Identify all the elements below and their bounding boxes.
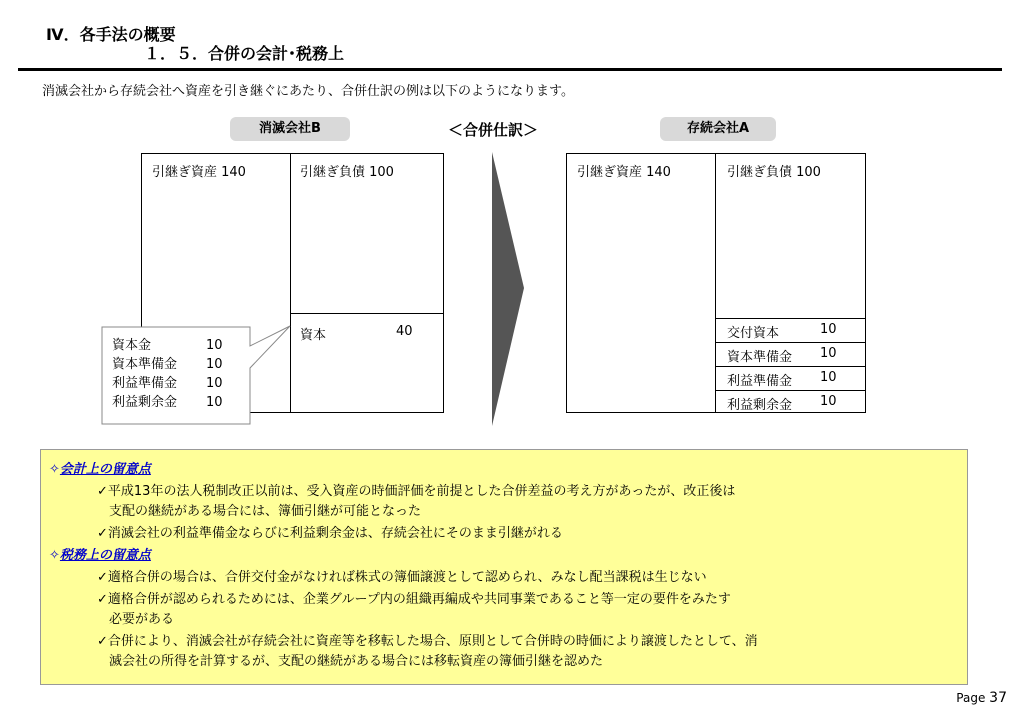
accounting-heading-row [49,458,151,477]
left-capital-divider [290,313,444,314]
equity-line [715,366,866,367]
page-number: Page 37 [956,690,1007,706]
right-equity-label: 資本準備金 [727,350,793,365]
callout-row: 利益準備金 10 [112,376,223,391]
journal-title: ＜合併仕訳＞ [448,121,539,139]
note-item: ✓適格合併の場合は、合併交付金がなければ株式の簿価譲渡として認められ、みなし配当課税は生じない [97,570,707,585]
note-item: ✓適格合併が認められるためには、企業グループ内の組織再編成や共同事業であること等一定の要件をみたす [97,592,731,607]
check-icon: ✓ [97,634,108,649]
right-liabilities: 引継ぎ負債 100 [727,165,821,180]
callout-list [112,336,252,412]
right-assets: 引継ぎ資産 140 [577,165,671,180]
right-equity-label: 交付資本 [727,326,780,341]
note-item: ✓消滅会社の利益準備金ならびに利益剰余金は、存続会社にそのまま引継がれる [97,526,563,541]
callout-row: 資本準備金 10 [112,357,223,372]
right-equity-label: 利益準備金 [727,374,793,389]
title-rule [18,68,1002,71]
right-divider [715,153,716,413]
check-icon: ✓ [97,484,108,499]
right-company-label: 存続会社A [660,117,776,141]
arrow-icon [490,150,530,430]
right-equity-label: 利益剰余金 [727,398,793,413]
diamond-icon: ✧ [49,462,60,477]
right-equity-value: 10 [820,394,837,409]
check-icon: ✓ [97,592,108,607]
right-equity-value: 10 [820,370,837,385]
callout-row: 資本金 10 [112,338,223,353]
left-assets: 引継ぎ資産 140 [152,165,246,180]
intro-text: 消滅会社から存続会社へ資産を引き継ぐにあたり、合併仕訳の例は以下のようになります。 [42,84,574,99]
left-capital-value: 40 [396,324,413,339]
equity-line [715,390,866,391]
right-equity-value: 10 [820,322,837,337]
accounting-heading: 会計上の留意点 [59,462,151,477]
subsection-title: １．５．合併の会計･税務上 [144,44,345,63]
note-item: ✓平成13年の法人税制改正以前は、受入資産の時価評価を前提とした合併差益の考え方があったが、改正後は [97,484,736,499]
left-capital-label: 資本 [300,328,327,343]
diamond-icon: ✧ [49,548,60,563]
left-company-label: 消滅会社B [230,117,350,141]
tax-heading: 税務上の留意点 [59,548,151,563]
section-title: Ⅳ．各手法の概要 [46,25,176,44]
notes-box [40,449,968,685]
right-equity-value: 10 [820,346,837,361]
left-liabilities: 引継ぎ負債 100 [300,165,394,180]
note-item-cont: 必要がある [109,612,175,627]
check-icon: ✓ [97,526,108,541]
equity-line [715,318,866,319]
note-item-cont: 支配の継続がある場合には、簿価引継が可能となった [109,504,422,519]
note-item-cont: 滅会社の所得を計算するが、支配の継続がある場合には移転資産の簿価引継を認めた [109,654,604,669]
tax-heading-row [49,544,151,563]
note-item: ✓合併により、消滅会社が存続会社に資産等を移転した場合、原則として合併時の時価により譲渡したとして、消 [97,634,758,649]
check-icon: ✓ [97,570,108,585]
equity-line [715,342,866,343]
callout-row: 利益剰余金 10 [112,395,223,410]
